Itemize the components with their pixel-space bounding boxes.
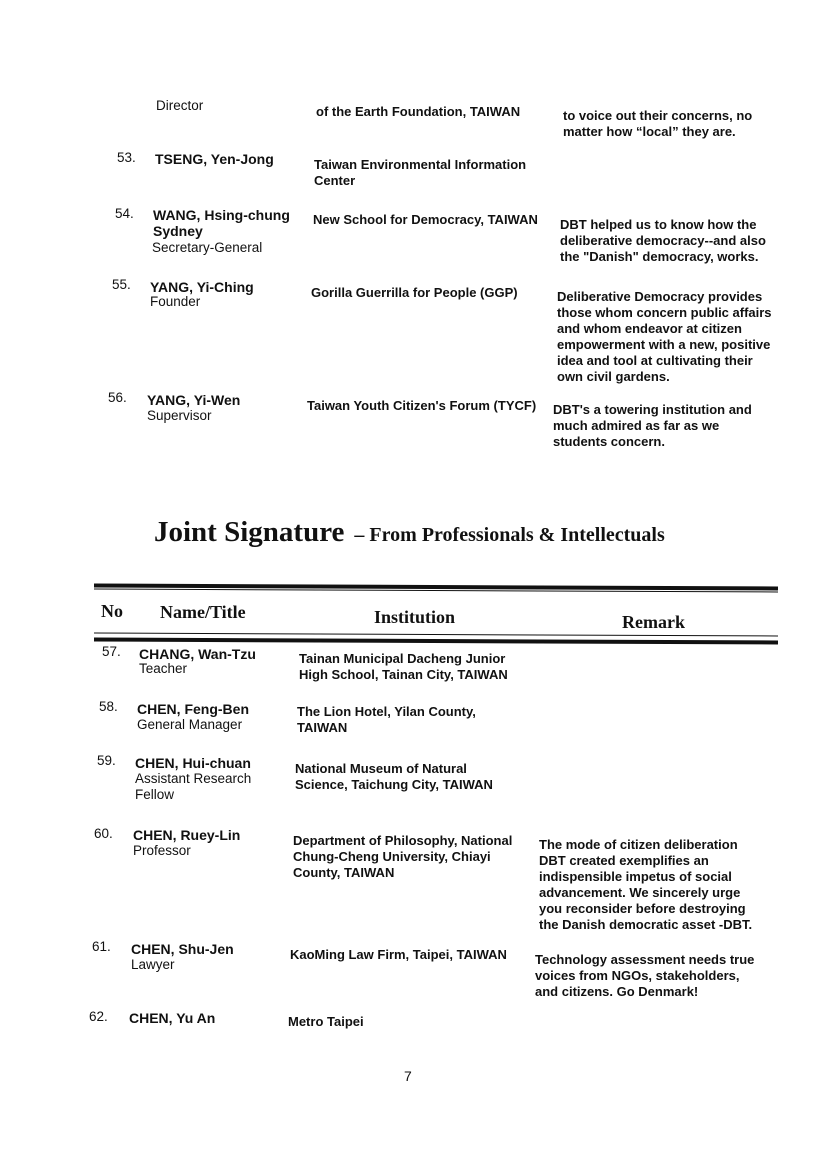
entry-institution: KaoMing Law Firm, Taipei, TAIWAN	[290, 947, 507, 962]
entry-institution: Metro Taipei	[288, 1014, 364, 1029]
entry-name: CHEN, Shu-Jen	[131, 941, 234, 957]
entry-title: Teacher	[139, 661, 188, 676]
entry-name: CHEN, Yu An	[129, 1010, 216, 1026]
header-name-title: Name/Title	[160, 602, 246, 622]
entry-title: Lawyer	[131, 957, 175, 972]
entry-institution: Department of Philosophy, National Chung-Cheng University, Chiayi County, TAIWAN	[293, 833, 513, 880]
page-number: 7	[404, 1068, 412, 1084]
entry-number: 59.	[97, 753, 116, 768]
entry-institution: of the Earth Foundation, TAIWAN	[316, 104, 521, 119]
entry-name: CHANG, Wan-Tzu	[139, 646, 256, 662]
entry-title: Director	[156, 98, 204, 113]
table-header-rule	[94, 638, 778, 645]
entry-number: 61.	[92, 939, 111, 954]
entry-number: 62.	[89, 1009, 108, 1024]
entry-name: CHEN, Ruey-Lin	[133, 827, 241, 843]
entry-title: Founder	[150, 294, 201, 309]
entry-number: 58.	[99, 699, 118, 714]
entry-title: General Manager	[137, 717, 243, 732]
entry-title: Professor	[133, 843, 191, 858]
entry-remark: Deliberative Democracy provides those whom concern public affairs and whom endeavor at citizen empowerment with a new, positive idea and tool at cultivating their own civil gardens.	[557, 289, 772, 384]
entry-title: Supervisor	[147, 408, 212, 423]
entry-number: 60.	[94, 826, 113, 841]
entry-remark: to voice out their concerns, no matter how “local” they are.	[563, 108, 753, 139]
entry-institution: Gorilla Guerrilla for People (GGP)	[311, 285, 518, 300]
section-heading-sub: – From Professionals & Intellectuals	[354, 524, 665, 546]
entry-name: WANG, Hsing-chung Sydney	[153, 207, 290, 239]
table-header-rule-thin	[94, 633, 778, 637]
entry-number: 57.	[102, 644, 121, 659]
entry-name: TSENG, Yen-Jong	[155, 151, 274, 167]
entry-name: YANG, Yi-Ching	[150, 279, 254, 295]
section-heading-main: Joint Signature	[154, 516, 345, 548]
entry-institution: Tainan Municipal Dacheng Junior High School, Tainan City, TAIWAN	[299, 651, 508, 682]
entry-institution: National Museum of Natural Science, Taichung City, TAIWAN	[295, 761, 493, 792]
entry-number: 55.	[112, 277, 131, 292]
entry-name: CHEN, Hui-chuan	[135, 755, 251, 771]
entry-remark: The mode of citizen deliberation DBT created exemplifies an indispensible impetus of social advancement. We sincerely urge you reconsider before destroying the Danish democratic asset -DBT.	[539, 837, 753, 932]
entry-remark: DBT helped us to know how the deliberative democracy--and also the "Danish" democracy, works.	[560, 217, 766, 264]
entry-institution: New School for Democracy, TAIWAN	[313, 212, 538, 227]
header-remark: Remark	[622, 612, 685, 632]
entry-remark: Technology assessment needs true voices from NGOs, stakeholders, and citizens. Go Denmark!	[535, 952, 755, 999]
entry-institution: Taiwan Youth Citizen's Forum (TYCF)	[307, 398, 537, 413]
section-heading	[154, 516, 665, 549]
entry-institution: Taiwan Environmental Information Center	[314, 157, 527, 188]
entry-remark: DBT's a towering institution and much admired as far as we students concern.	[553, 402, 752, 449]
entry-institution: The Lion Hotel, Yilan County, TAIWAN	[297, 704, 476, 735]
entry-number: 56.	[108, 390, 127, 405]
entry-title: Secretary-General	[152, 240, 263, 255]
header-institution: Institution	[374, 607, 456, 627]
entry-name: CHEN, Feng-Ben	[137, 701, 249, 717]
entry-name: YANG, Yi-Wen	[147, 392, 241, 408]
entry-number: 54.	[115, 206, 134, 221]
entry-title: Assistant Research Fellow	[135, 771, 252, 802]
header-no: No	[101, 601, 123, 621]
entry-number: 53.	[117, 150, 136, 165]
